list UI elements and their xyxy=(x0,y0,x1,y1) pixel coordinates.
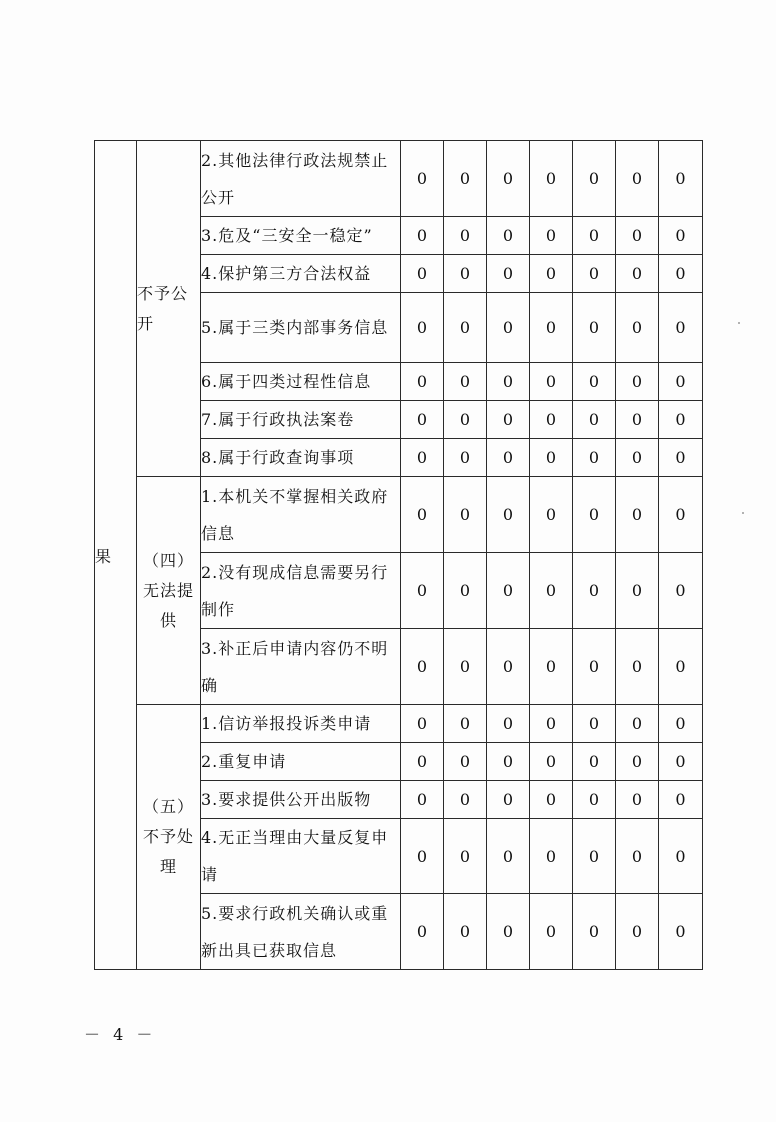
value-cell: 0 xyxy=(659,141,703,217)
group-label-cell: （四）无法提供 xyxy=(137,477,201,705)
value-cell: 0 xyxy=(487,363,530,401)
value-cell: 0 xyxy=(573,553,616,629)
value-cell: 0 xyxy=(530,629,573,705)
value-cell: 0 xyxy=(616,141,659,217)
item-label-cell: 6.属于四类过程性信息 xyxy=(201,363,401,401)
value-cell: 0 xyxy=(487,781,530,819)
value-cell: 0 xyxy=(530,894,573,970)
scan-speck xyxy=(742,512,744,514)
value-cell: 0 xyxy=(530,401,573,439)
value-cell: 0 xyxy=(401,781,444,819)
table-row xyxy=(95,705,703,743)
value-cell: 0 xyxy=(401,439,444,477)
value-cell: 0 xyxy=(530,477,573,553)
value-cell: 0 xyxy=(659,401,703,439)
value-cell: 0 xyxy=(659,477,703,553)
item-label-cell: 1.信访举报投诉类申请 xyxy=(201,705,401,743)
value-cell: 0 xyxy=(401,894,444,970)
value-cell: 0 xyxy=(659,629,703,705)
value-cell: 0 xyxy=(401,705,444,743)
value-cell: 0 xyxy=(616,255,659,293)
value-cell: 0 xyxy=(530,705,573,743)
value-cell: 0 xyxy=(616,894,659,970)
value-cell: 0 xyxy=(616,705,659,743)
value-cell: 0 xyxy=(401,743,444,781)
value-cell: 0 xyxy=(659,705,703,743)
value-cell: 0 xyxy=(573,439,616,477)
item-label-cell: 7.属于行政执法案卷 xyxy=(201,401,401,439)
value-cell: 0 xyxy=(444,629,487,705)
value-cell: 0 xyxy=(616,819,659,894)
value-cell: 0 xyxy=(616,553,659,629)
value-cell: 0 xyxy=(444,781,487,819)
value-cell: 0 xyxy=(659,363,703,401)
value-cell: 0 xyxy=(573,705,616,743)
value-cell: 0 xyxy=(444,439,487,477)
value-cell: 0 xyxy=(530,553,573,629)
value-cell: 0 xyxy=(616,363,659,401)
item-label-cell: 2.没有现成信息需要另行制作 xyxy=(201,553,401,629)
value-cell: 0 xyxy=(530,293,573,363)
value-cell: 0 xyxy=(616,629,659,705)
value-cell: 0 xyxy=(444,705,487,743)
value-cell: 0 xyxy=(573,255,616,293)
value-cell: 0 xyxy=(401,363,444,401)
value-cell: 0 xyxy=(573,401,616,439)
value-cell: 0 xyxy=(573,141,616,217)
value-cell: 0 xyxy=(487,553,530,629)
value-cell: 0 xyxy=(530,439,573,477)
value-cell: 0 xyxy=(616,439,659,477)
value-cell: 0 xyxy=(659,439,703,477)
value-cell: 0 xyxy=(530,743,573,781)
value-cell: 0 xyxy=(659,255,703,293)
value-cell: 0 xyxy=(616,743,659,781)
value-cell: 0 xyxy=(530,363,573,401)
value-cell: 0 xyxy=(401,141,444,217)
value-cell: 0 xyxy=(530,217,573,255)
value-cell: 0 xyxy=(659,293,703,363)
item-label-cell: 3.危及“三安全一稳定” xyxy=(201,217,401,255)
value-cell: 0 xyxy=(487,217,530,255)
value-cell: 0 xyxy=(573,819,616,894)
value-cell: 0 xyxy=(573,629,616,705)
value-cell: 0 xyxy=(444,141,487,217)
value-cell: 0 xyxy=(401,629,444,705)
value-cell: 0 xyxy=(487,255,530,293)
disclosure-statistics-table xyxy=(94,140,703,970)
value-cell: 0 xyxy=(616,477,659,553)
item-label-cell: 8.属于行政查询事项 xyxy=(201,439,401,477)
value-cell: 0 xyxy=(487,705,530,743)
value-cell: 0 xyxy=(487,401,530,439)
value-cell: 0 xyxy=(573,293,616,363)
value-cell: 0 xyxy=(444,743,487,781)
table-row xyxy=(95,141,703,217)
value-cell: 0 xyxy=(444,819,487,894)
value-cell: 0 xyxy=(616,401,659,439)
item-label-cell: 2.重复申请 xyxy=(201,743,401,781)
item-label-cell: 2.其他法律行政法规禁止公开 xyxy=(201,141,401,217)
item-label-cell: 3.要求提供公开出版物 xyxy=(201,781,401,819)
value-cell: 0 xyxy=(573,477,616,553)
value-cell: 0 xyxy=(616,217,659,255)
value-cell: 0 xyxy=(444,217,487,255)
value-cell: 0 xyxy=(530,819,573,894)
item-label-cell: 1.本机关不掌握相关政府信息 xyxy=(201,477,401,553)
value-cell: 0 xyxy=(444,894,487,970)
value-cell: 0 xyxy=(659,819,703,894)
value-cell: 0 xyxy=(444,553,487,629)
value-cell: 0 xyxy=(616,781,659,819)
value-cell: 0 xyxy=(444,477,487,553)
value-cell: 0 xyxy=(573,894,616,970)
value-cell: 0 xyxy=(573,781,616,819)
value-cell: 0 xyxy=(659,217,703,255)
table-row xyxy=(95,477,703,553)
item-label-cell: 5.属于三类内部事务信息 xyxy=(201,293,401,363)
item-label-cell: 4.无正当理由大量反复申请 xyxy=(201,819,401,894)
value-cell: 0 xyxy=(401,293,444,363)
value-cell: 0 xyxy=(530,781,573,819)
value-cell: 0 xyxy=(487,819,530,894)
group-label-cell: 不予公开 xyxy=(137,141,201,477)
value-cell: 0 xyxy=(401,553,444,629)
group-label-cell: （五）不予处理 xyxy=(137,705,201,970)
value-cell: 0 xyxy=(530,255,573,293)
value-cell: 0 xyxy=(487,894,530,970)
value-cell: 0 xyxy=(659,781,703,819)
scan-speck xyxy=(738,322,740,324)
value-cell: 0 xyxy=(530,141,573,217)
item-label-cell: 3.补正后申请内容仍不明确 xyxy=(201,629,401,705)
value-cell: 0 xyxy=(444,255,487,293)
table-body xyxy=(95,141,703,970)
value-cell: 0 xyxy=(444,401,487,439)
value-cell: 0 xyxy=(487,439,530,477)
value-cell: 0 xyxy=(444,363,487,401)
value-cell: 0 xyxy=(573,363,616,401)
value-cell: 0 xyxy=(487,743,530,781)
value-cell: 0 xyxy=(401,477,444,553)
value-cell: 0 xyxy=(487,629,530,705)
value-cell: 0 xyxy=(659,894,703,970)
value-cell: 0 xyxy=(573,217,616,255)
item-label-cell: 4.保护第三方合法权益 xyxy=(201,255,401,293)
category-cell: 果 xyxy=(95,141,137,970)
value-cell: 0 xyxy=(659,743,703,781)
item-label-cell: 5.要求行政机关确认或重新出具已获取信息 xyxy=(201,894,401,970)
page-number: － 4 － xyxy=(84,1025,157,1044)
value-cell: 0 xyxy=(401,217,444,255)
value-cell: 0 xyxy=(487,293,530,363)
value-cell: 0 xyxy=(401,401,444,439)
value-cell: 0 xyxy=(401,255,444,293)
value-cell: 0 xyxy=(487,477,530,553)
value-cell: 0 xyxy=(659,553,703,629)
value-cell: 0 xyxy=(616,293,659,363)
value-cell: 0 xyxy=(444,293,487,363)
value-cell: 0 xyxy=(487,141,530,217)
value-cell: 0 xyxy=(401,819,444,894)
value-cell: 0 xyxy=(573,743,616,781)
